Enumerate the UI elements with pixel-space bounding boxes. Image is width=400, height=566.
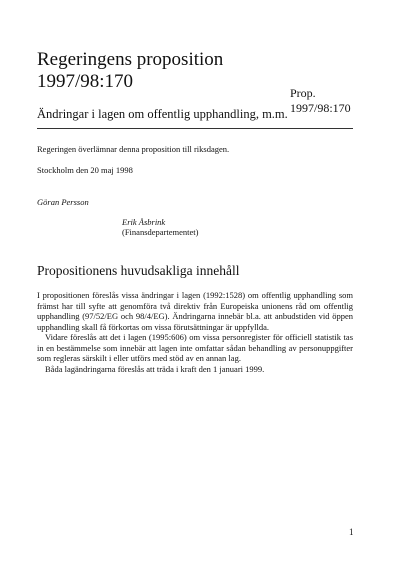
signer-minister-department: (Finansdepartementet) bbox=[122, 227, 199, 237]
body-paragraph-1: I propositionen föreslås vissa ändringar i lagen (1992:1528) om offentlig upphandling som främst har till syfte att genomföra två direktiv från Europeiska unionens råd om offentlig upphandling (97/52/EG och 98/4/EG). Ändringarna innebär bl.a. att anbudstiden vid öppen upphandling skall få förkortas om vissa förutsättningar är uppfyllda. bbox=[37, 290, 353, 332]
document-subtitle: Ändringar i lagen om offentlig upphandling, m.m. bbox=[37, 107, 288, 121]
signer-minister bbox=[122, 217, 198, 237]
intro-text: Regeringen överlämnar denna proposition till riksdagen. bbox=[37, 144, 230, 154]
section-heading: Propositionens huvudsakliga innehåll bbox=[37, 263, 240, 278]
signer-prime-minister: Göran Persson bbox=[37, 197, 89, 207]
body-paragraph-3: Båda lagändringarna föreslås att träda i kraft den 1 januari 1999. bbox=[45, 363, 265, 374]
title-line-1: Regeringens proposition bbox=[37, 49, 224, 70]
page-number: 1 bbox=[349, 527, 354, 537]
section-body bbox=[37, 290, 353, 374]
prop-reference bbox=[290, 86, 351, 116]
place-date: Stockholm den 20 maj 1998 bbox=[37, 165, 133, 175]
prop-label: Prop. bbox=[290, 86, 316, 100]
title-line-2: 1997/98:170 bbox=[37, 71, 134, 92]
prop-number: 1997/98:170 bbox=[290, 101, 351, 115]
document-title bbox=[37, 49, 223, 93]
body-paragraph-2: Vidare föreslås att det i lagen (1995:606) om vissa personregister för officiell statistik tas in en bestämmelse som innebär att lagen inte omfattar sådan behandling av personuppgifter som regleras särskilt i eller utförs med stöd av en annan lag. bbox=[37, 332, 353, 363]
signer-minister-name: Erik Åsbrink bbox=[122, 217, 166, 227]
header-divider bbox=[37, 128, 353, 129]
